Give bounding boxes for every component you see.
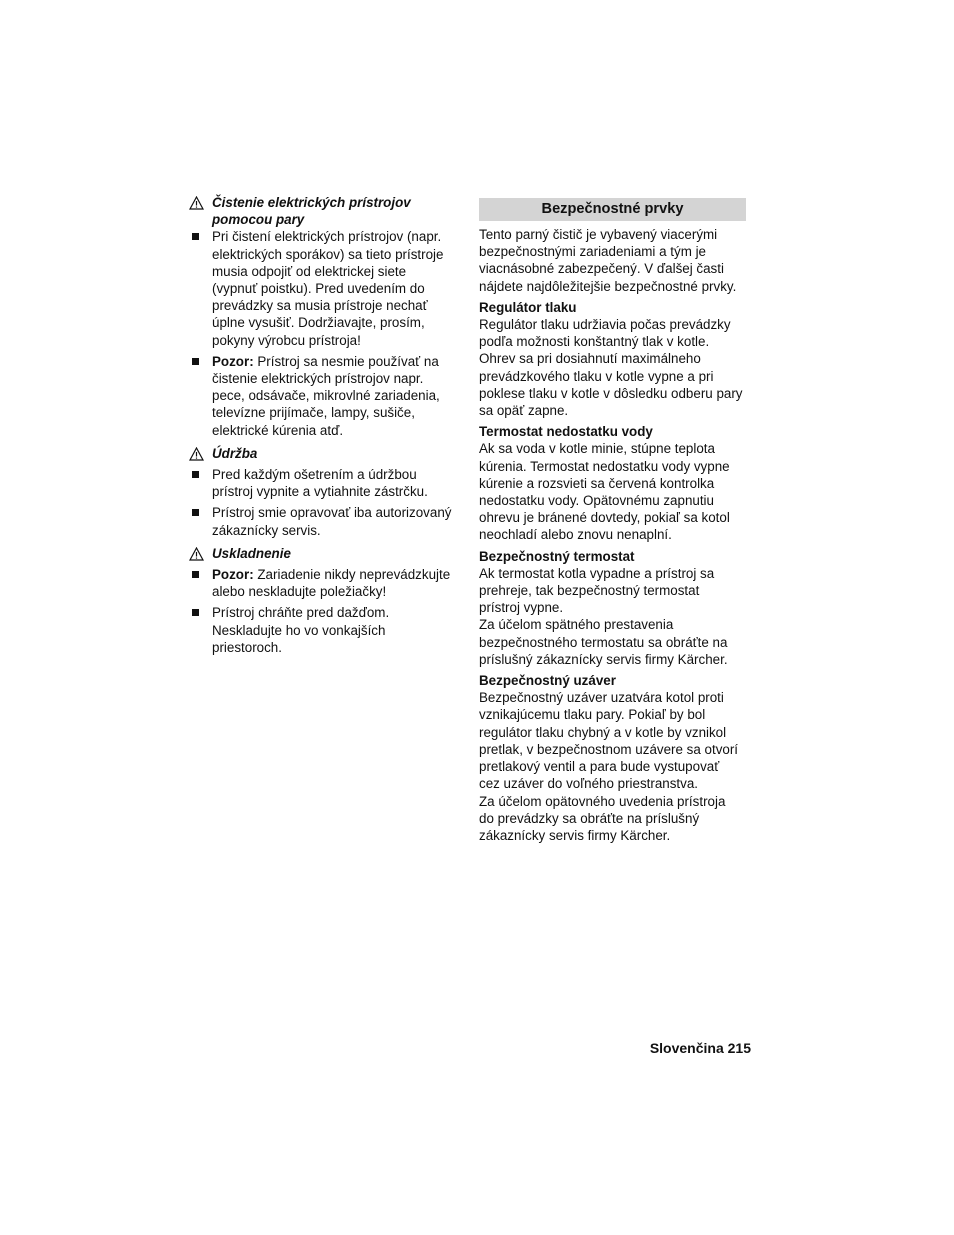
warning-icon	[189, 447, 204, 461]
text-line: kúrenie a rozsvieti sa červená kontrolka	[479, 475, 715, 491]
text-line: Pri čistení elektrických prístrojov (napr.	[212, 229, 442, 245]
list-item	[188, 228, 468, 348]
text-line: prístroj vypne.	[479, 600, 564, 616]
text-line: Tento parný čistič je vybavený viacerými	[479, 227, 718, 242]
text-span: Zariadenie nikdy neprevádzkujte	[253, 567, 451, 583]
subsection-safety-valve	[479, 672, 751, 844]
text-line: pretlakový ventil a para bude vystupovať	[479, 759, 720, 775]
text-line: Prístroj smie opravovať iba autorizovaný	[212, 505, 452, 521]
text-line: Ak sa voda v kotle minie, stúpne teplota	[479, 441, 715, 457]
subsection-title: Bezpečnostný uzáver	[479, 673, 616, 689]
page-footer: Slovenčina 215	[649, 1040, 751, 1056]
subsection-safety-thermostat	[479, 548, 751, 668]
text-line: pokyny výrobcu prístroja!	[212, 332, 361, 348]
text-line: Ak termostat kotla vypadne a prístroj sa	[479, 565, 715, 581]
text-line: sa opäť zapne.	[479, 403, 569, 419]
text-line: bezpečnostnými zariadeniami a tým je	[479, 244, 707, 260]
warning-heading-storage	[188, 545, 468, 562]
text-line: Bezpečnostný uzáver uzatvára kotol proti	[479, 690, 724, 706]
list-item	[188, 566, 468, 600]
text-line: prístroj vypnite a vytiahnite zástrčku.	[212, 484, 428, 500]
text-line	[212, 566, 468, 583]
right-column	[479, 198, 751, 844]
text-line: nedostatku vody. Opätovnému zapnutiu	[479, 493, 714, 509]
left-column	[188, 194, 468, 656]
subsection-title: Regulátor tlaku	[479, 299, 577, 315]
text-line: ohrevu je bránené dovtedy, pokiaľ sa kotol	[479, 510, 730, 526]
subsection-water-thermostat	[479, 423, 751, 543]
text-span: Prístroj sa nesmie používať na	[253, 353, 439, 369]
text-line: úplne vysušiť. Dodržiavajte, prosím,	[212, 315, 425, 331]
text-line: priestoroch.	[212, 639, 282, 655]
text-line: neochladí alebo znovu nenaplní.	[479, 527, 672, 543]
text-line: elektrických sporákov) sa tieto prístroje	[212, 246, 444, 262]
subsection-title: Termostat nedostatku vody	[479, 424, 653, 440]
text-line: zákaznícky servis firmy Kärcher.	[479, 827, 671, 843]
text-line: viacnásobné zabezpečený. V ďalšej časti	[479, 261, 724, 277]
text-line: alebo neskladujte poležiačky!	[212, 584, 387, 600]
bullet-square-icon	[192, 509, 199, 516]
text-line: cez uzáver do voľného priestranstva.	[479, 776, 699, 792]
list-item	[188, 604, 468, 656]
text-line: kúrenia. Termostat nedostatku vody vypne	[479, 458, 730, 474]
text-line: Prístroj chráňte pred dažďom.	[212, 605, 390, 621]
text-line: do prevádzky sa obráťte na príslušný	[479, 810, 700, 826]
text-line: pece, odsávače, mikrovlné zariadenia,	[212, 388, 440, 404]
warning-icon	[189, 547, 204, 561]
subsection-title: Bezpečnostný termostat	[479, 548, 635, 564]
bullet-square-icon	[192, 233, 199, 240]
text-line: príslušný zákaznícky servis firmy Kärcher.	[479, 651, 728, 667]
list-item	[188, 466, 468, 500]
text-line: elektrické kúrenia atď.	[212, 422, 344, 438]
text-line: musia odpojiť od elektrickej siete	[212, 263, 407, 279]
bullet-square-icon	[192, 358, 199, 365]
list-item	[188, 353, 468, 439]
text-line: vznikajúcemu tlaku pary. Pokiaľ by bol	[479, 707, 706, 723]
text-line: televízne prijímače, lampy, sušiče,	[212, 405, 415, 421]
heading-line: Údržba	[212, 445, 258, 461]
text-line: bezpečnostného termostatu sa obráťte na	[479, 634, 728, 650]
text-line: prevádzkového tlaku v kotle vypne a pri	[479, 368, 714, 384]
text-line: podľa možnosti konštantný tlak v kotle.	[479, 334, 710, 350]
text-line: poklese tlaku v kotle v dôsledku odberu pary	[479, 385, 743, 401]
text-line: Za účelom spätného prestavenia	[479, 617, 674, 633]
heading-line: Čistenie elektrických prístrojov	[212, 195, 411, 210]
heading-line: Uskladnenie	[212, 545, 291, 561]
section-heading: Bezpečnostné prvky	[479, 198, 746, 221]
bullet-square-icon	[192, 609, 199, 616]
warning-heading-cleaning	[188, 194, 468, 228]
bullet-square-icon	[192, 471, 199, 478]
bullet-square-icon	[192, 571, 199, 578]
intro-paragraph	[479, 226, 751, 295]
warning-heading-maintenance	[188, 445, 468, 462]
heading-line: pomocou pary	[212, 212, 305, 228]
text-line: Regulátor tlaku udržiavia počas prevádzky	[479, 317, 731, 333]
text-line: Pred každým ošetrením a údržbou	[212, 467, 417, 483]
text-line: čistenie elektrických prístrojov napr.	[212, 371, 424, 387]
text-line: Za účelom opätovného uvedenia prístroja	[479, 793, 726, 809]
text-line: Ohrev sa pri dosiahnutí maximálneho	[479, 351, 701, 367]
text-line: Neskladujte ho vo vonkajších	[212, 622, 386, 638]
text-line: regulátor tlaku chybný a v kotle by vznikol	[479, 724, 727, 740]
caution-label: Pozor:	[212, 567, 254, 583]
warning-icon	[189, 196, 204, 210]
text-line: nájdete najdôležitejšie bezpečnostné prvky.	[479, 278, 737, 294]
text-line: zákaznícky servis.	[212, 522, 321, 538]
subsection-pressure-regulator	[479, 299, 751, 419]
list-item	[188, 504, 468, 538]
text-line: (vypnuť poistku). Pred uvedením do	[212, 281, 425, 297]
text-line: prehreje, tak bezpečnostný termostat	[479, 583, 700, 599]
text-line	[212, 353, 468, 370]
text-line: prevádzky sa musia prístroje nechať	[212, 298, 428, 314]
text-line: pretlak, v bezpečnostnom uzávere sa otvorí	[479, 741, 739, 757]
caution-label: Pozor:	[212, 353, 254, 369]
